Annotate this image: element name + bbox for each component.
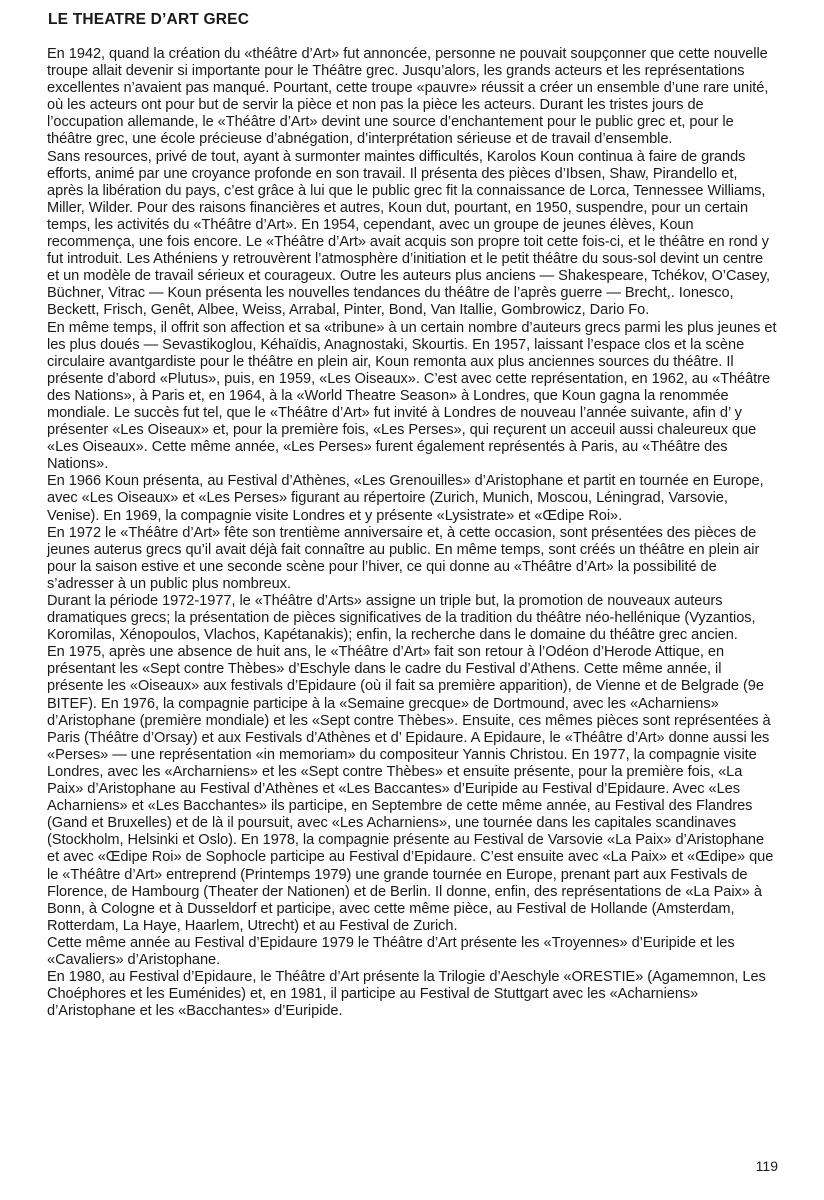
paragraph-8: Cette même année au Festival d’Epidaure 1979 le Théâtre d’Art présente les «Troyennes» d’Euripide et les «Cavaliers» d’Aristophane. [47, 934, 735, 968]
page-title: LE THEATRE D’ART GREC [48, 11, 250, 28]
paragraph-5: En 1972 le «Théâtre d’Art» fête son trentième anniversaire et, à cette occasion, sont présentées des pièces de jeunes auterus grecs qu’il avait déjà fait connaître au public. En même temps, sont créés un théâtre en plein air pour la saison estive et une seconde scène pour l’hiver, ce qui donne au «Théâtre d’Art» la possibilité de s’adresser à un public plus nombreux. [47, 524, 760, 592]
paragraph-4: En 1966 Koun présenta, au Festival d’Athènes, «Les Grenouilles» d’Aristophane et partit en tournée en Europe, avec «Les Oiseaux» et «Les Perses» figurant au répertoire (Zurich, Munich, Moscou, Léningrad, Varsovie, Venise). En 1969, la compagnie visite Londres et y présente «Lysistrate» et «Œdipe Roi». [47, 473, 764, 524]
document-page [47, 10, 777, 1020]
paragraph-9: En 1980, au Festival d’Epidaure, le Théâtre d’Art présente la Trilogie d’Aeschyle «ORESTIE» (Agamemnon, Les Choéphores et les Euménides) et, en 1981, il participe au Festival de Stuttgart avec les «Acharniens» d’Aristophane et les «Bacchantes» d’Euripide. [47, 969, 766, 1020]
article-body [47, 46, 777, 1020]
paragraph-3: En même temps, il offrit son affection et sa «tribune» à un certain nombre d’auteurs grecs parmi les plus jeunes et les plus doués — Sevastikoglou, Kéhaïdis, Anagnostaki, Skourtis. En 1957, laissant l’espace clos et la scène circulaire avantgardiste pour le théâtre en plein air, Koun remonta aux plus anciennes sources du théâtre. Il présente d’abord «Plutus», puis, en 1959, «Les Oiseaux». C’est avec cette représentation, en 1962, au «Théâtre des Nations», à Paris et, en 1964, à la «World Theatre Season» à Londres, que Koun gagna la renommée mondiale. Le succès fut tel, que le «Théâtre d’Art» fut invité à Londres de nouveau l’année suivante, afin d’ y présenter «Les Oiseaux» et, pour la première fois, «Les Perses», qui reçurent un acceuil aussi chaleureux que «Les Oiseaux». Cette même année, «Les Perses» furent également représentés à Paris, au «Théâtre des Nations». [47, 319, 777, 473]
paragraph-2: Sans resources, privé de tout, ayant à surmonter maintes difficultés, Karolos Koun continua à faire de grands efforts, animé par une croyance profonde en son travail. Il présenta des pièces d’Ibsen, Shaw, Pirandello et, après la libération du pays, c’est grâce à lui que le public grec fit la connaissance de Lorca, Tennessee Williams, Miller, Wilder. Pour des raisons financières et autres, Koun dut, pourtant, en 1950, suspendre, pour un certain temps, les activités du «Théâtre d’Art». En 1954, cependant, avec un groupe de jeunes élèves, Koun recommença, une fois encore. Le «Théâtre d’Art» avait acquis son propre toit cette fois-ci, et le théâtre en rond y fut introduit. Les Athéniens y retrouvèrent l’atmosphère d’initiation et le petit théâtre du sous-sol devint un centre et un modèle de travail sérieux et courageux. Outre les auteurs plus anciens — Shakespeare, Tchékov, O’Casey, Büchner, Vitrac — Koun présenta les nouvelles tendances du théâtre de l’après guerre — Brecht,. Ionesco, Beckett, Frisch, Genêt, Albee, Weiss, Arrabal, Pinter, Bond, Van Itallie, Gombrowicz, Dario Fo. [47, 148, 771, 319]
paragraph-1: En 1942, quand la création du «théâtre d’Art» fut annoncée, personne ne pouvait soupçonner que cette nouvelle troupe allait devenir si importante pour le Théâtre grec. Jusqu’alors, les grands acteurs et les représentations excellentes n’avaient pas manqué. Pourtant, cette troupe «pauvre» réussit a créer un ensemble d’une rare unité, où les acteurs ont pour but de servir la pièce et non pas la pièce les acteurs. Durant les tristes jours de l’occupation allemande, le «Théâtre d’Art» devint une source d’enchantement pour le public grec et, pour le théâtre grec, une école précieuse d’abnégation, d’interprétation sérieuse et de travail d’ensemble. [47, 46, 769, 148]
page-number: 119 [755, 1158, 778, 1174]
paragraph-7: En 1975, après une absence de huit ans, le «Théâtre d’Art» fait son retour à l’Odéon d’Herode Attique, en présentant les «Sept contre Thèbes» d’Eschyle dans le cadre du Festival d’Athens. Cette même année, il présente les «Oiseaux» aux festivals d’Epidaure (où il fait sa première apparition), de Vienne et de Belgrade (9e BITEF). En 1976, la compagnie participe à la «Semaine grecque» de Dortmound, avec les «Acharniens» d’Aristophane (première mondiale) et les «Sept contre Thèbes». Ensuite, ces mêmes pièces sont représentées à Paris (Théâtre d’Orsay) et aux Festivals d’Athènes et d’ Epidaure. A Epidaure, le «Théâtre d’Art» donne aussi les «Perses» — une représentation «in memoriam» du compositeur Yannis Christou. En 1977, la compagnie visite Londres, avec les «Archarniens» et les «Sept contre Thèbes» et ensuite présente, pour la première fois, «La Paix» d’Aristophane au Festival d’Athènes et «Les Baccantes» d’Euripide au Festival d’Epidaure. Avec «Les Acharniens» et «Les Bacchantes» ils participe, en Septembre de cette même année, au Festival des Flandres (Gand et Bruxelles) et de là il poursuit, avec «Les Acharniens», une tournée dans les capitales scandinaves (Stockholm, Helsinki et Oslo). En 1978, la compagnie présente au Festival de Varsovie «La Paix» d’Aristophane et avec «Œdipe Roi» de Sophocle participe au Festival d’Epidaure. C’est ensuite avec «La Paix» et «Œdipe» que le «Théâtre d’Art» entreprend (Printemps 1979) une grande tournée en Europe, prenant part aux Festivals de Florence, de Hambourg (Theater der Nationen) et de Berlin. Il donne, enfin, des représentations de «La Paix» à Bonn, à Cologne et à Dusseldorf et participe, avec cette même pièce, au Festival de Hollande (Amsterdam, Rotterdam, La Haye, Haarlem, Utrecht) et au Festival de Zurich. [47, 644, 774, 934]
paragraph-6: Durant la période 1972-1977, le «Théâtre d’Arts» assigne un triple but, la promotion de nouveaux auteurs dramatiques grecs; la présentation de pièces significatives de la tradition du théâtre néo-hellénique (Vyzantios, Koromilas, Xénopoulos, Vlachos, Kapétanakis); enfin, la recherche dans le domaine du théâtre grec ancien. [47, 593, 756, 644]
